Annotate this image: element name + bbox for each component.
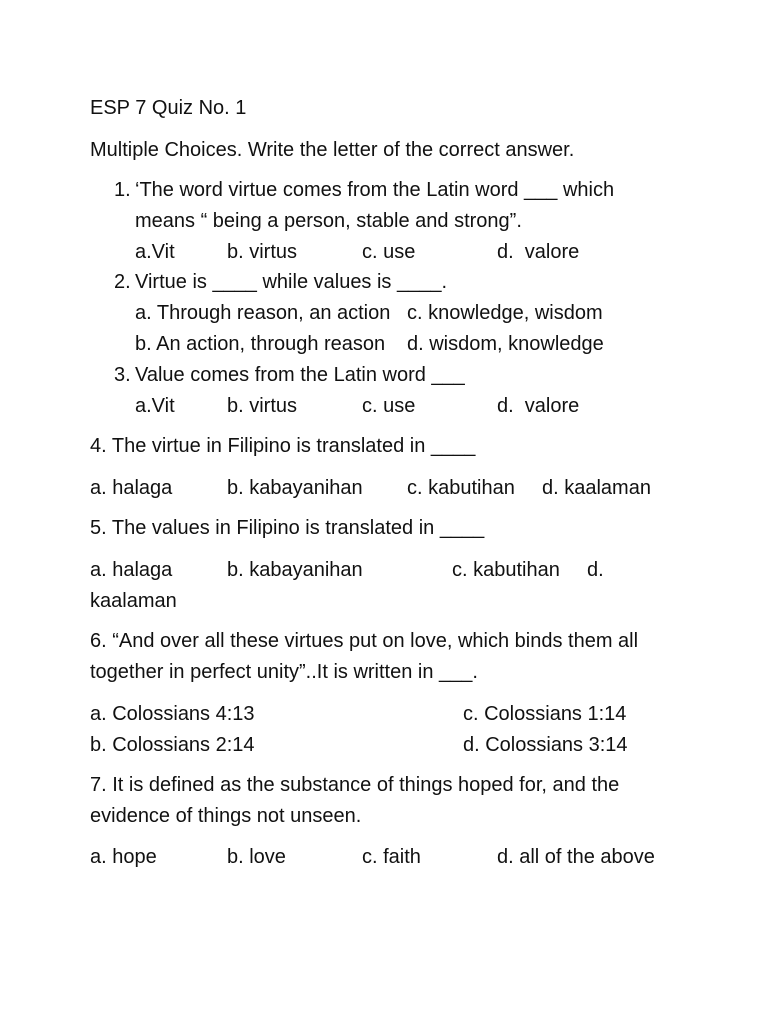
question-text: 4. The virtue in Filipino is translated in ____ — [90, 435, 476, 457]
choices-row — [0, 702, 768, 726]
choice-a: a. Through reason, an action — [135, 302, 391, 324]
choice-d-letter: d. — [587, 559, 604, 581]
question-text-continued: together in perfect unity”..It is written in ___. — [90, 661, 478, 683]
choice-b: b. virtus — [227, 395, 298, 417]
choice-d-text: kaalaman — [90, 590, 177, 612]
choice-c: c. kabutihan — [407, 477, 515, 499]
choice-c: c. use — [362, 241, 416, 263]
choice-a: a.Vit — [135, 241, 175, 263]
choice-c: c. use — [362, 395, 416, 417]
instructions: Multiple Choices. Write the letter of the correct answer. — [90, 139, 575, 161]
question-text: Virtue is ____ while values is ____. — [135, 271, 448, 293]
choice-d: d. Colossians 3:14 — [463, 734, 628, 756]
choice-d: d. all of the above — [497, 846, 655, 868]
choice-b: b. virtus — [227, 241, 298, 263]
choice-a: a. Colossians 4:13 — [90, 703, 255, 725]
choice-d: d. kaalaman — [542, 477, 651, 499]
choice-b: b. An action, through reason — [135, 333, 386, 355]
choice-b: b. kabayanihan — [227, 559, 363, 581]
choice-a: a. hope — [90, 846, 157, 868]
choice-b: b. Colossians 2:14 — [90, 734, 255, 756]
choice-b: b. love — [227, 846, 286, 868]
question-text: 6. “And over all these virtues put on love, which binds them all — [90, 630, 639, 652]
choice-d: d. wisdom, knowledge — [407, 333, 604, 355]
choice-d: d. valore — [497, 395, 580, 417]
question-number: 2. — [114, 271, 131, 293]
page-title: ESP 7 Quiz No. 1 — [90, 97, 247, 119]
choice-c: c. knowledge, wisdom — [407, 302, 603, 324]
question-text: ‘The word virtue comes from the Latin word ___ which — [135, 179, 615, 201]
question-text: 7. It is defined as the substance of things hoped for, and the — [90, 774, 620, 796]
question-number: 1. — [114, 179, 131, 201]
choice-c: c. faith — [362, 846, 421, 868]
choice-b: b. kabayanihan — [227, 477, 363, 499]
choices-row — [0, 332, 768, 356]
choice-a: a. halaga — [90, 477, 173, 499]
choice-a: a. halaga — [90, 559, 173, 581]
choices-row — [0, 733, 768, 757]
choice-c: c. Colossians 1:14 — [463, 703, 627, 725]
question-text: Value comes from the Latin word ___ — [135, 364, 465, 386]
choices-row — [0, 240, 768, 264]
question-text-continued: means “ being a person, stable and strong”. — [135, 210, 522, 232]
choices-row — [0, 476, 768, 500]
question-number: 3. — [114, 364, 131, 386]
choices-row — [0, 394, 768, 418]
choices-row — [0, 301, 768, 325]
choice-c: c. kabutihan — [452, 559, 560, 581]
choices-row — [0, 558, 768, 582]
question-text: 5. The values in Filipino is translated in ____ — [90, 517, 485, 539]
question-text-continued: evidence of things not unseen. — [90, 805, 362, 827]
choice-d: d. valore — [497, 241, 580, 263]
choices-row — [0, 845, 768, 869]
choice-a: a.Vit — [135, 395, 175, 417]
